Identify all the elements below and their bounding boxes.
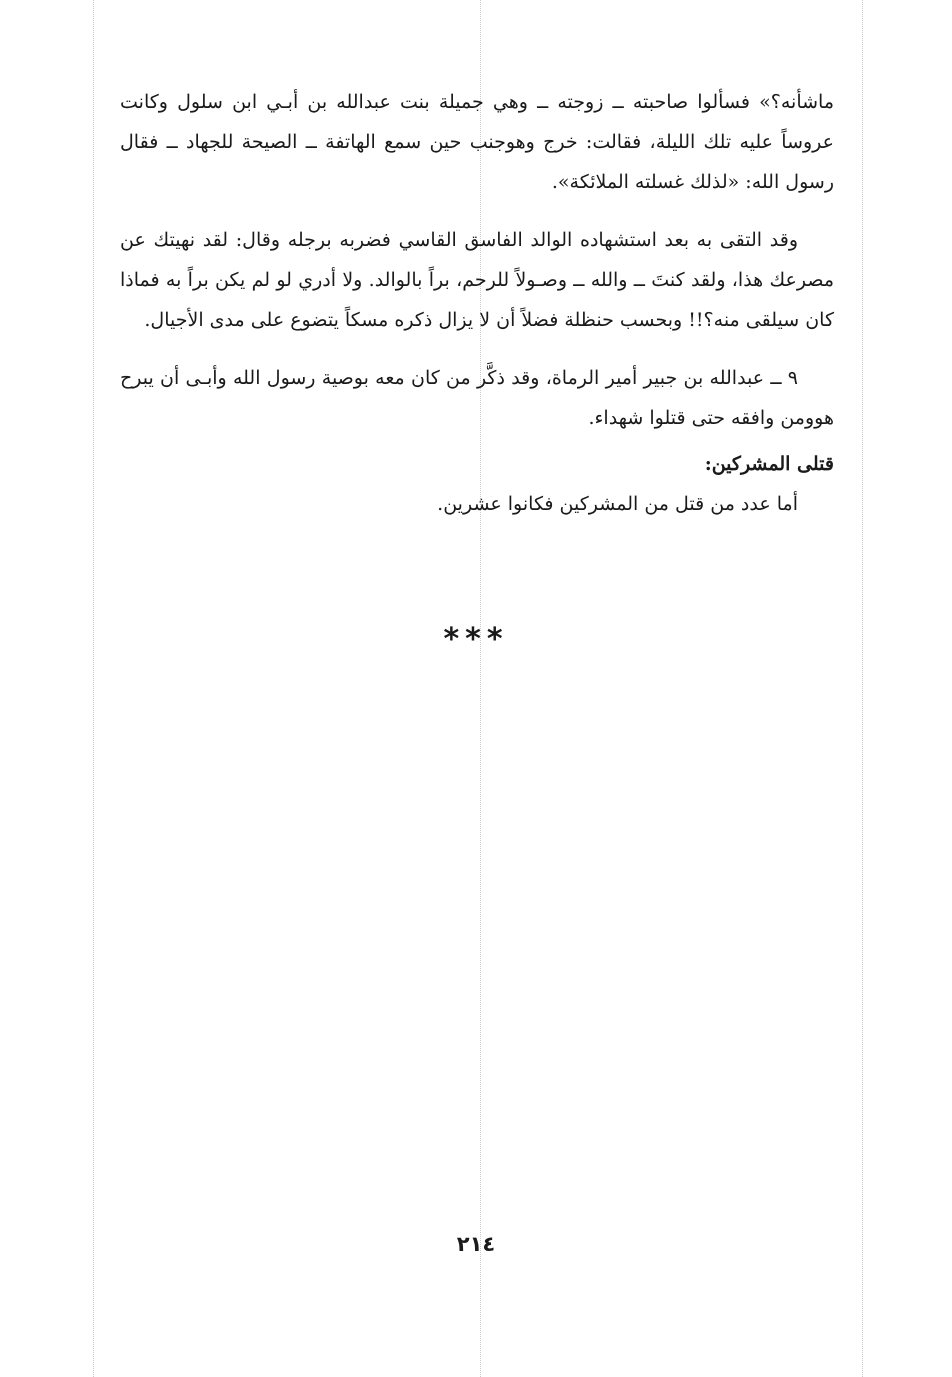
page-body [120, 82, 834, 524]
paragraph-1: ماشأنه؟» فسألوا صاحبته ــ زوجته ــ وهي جميلة بنت عبدالله بن أبـي ابن سلول وكانت عروساً عليه تلك الليلة، فقالت: خرج وهوجنب حين سمع الهاتفة ــ الصيحة للجهاد ــ فقال رسول الله: «لذلك غسلته الملائكة». [120, 91, 834, 193]
section-separator: *** [443, 622, 509, 657]
paragraph-3: ٩ ــ عبدالله بن جبير أمير الرماة، وقد ذكَّر من كان معه بوصية رسول الله وأبـى أن يبرح هوومن وافقه حتى قتلوا شهداء. [120, 367, 834, 429]
page-number: ٢١٤ [456, 1232, 496, 1256]
scan-artifact-line [93, 0, 94, 1377]
paragraph-2: وقد التقى به بعد استشهاده الوالد الفاسق القاسي فضربه برجله وقال: لقد نهيتك عن مصرعك هذا، ولقد كنتَ ــ والله ــ وصـولاً للرحم، براً بالوالد. ولا أدري لو لم يكن براً به فماذا كان سيلقى منه؟!! وبحسب حنظلة فضلاً أن لا يزال ذكره مسكاً يتضوع على مدى الأجيال. [120, 229, 834, 331]
scan-artifact-line [862, 0, 863, 1377]
section-heading: قتلى المشركين: [704, 453, 834, 475]
paragraph-4: أما عدد من قتل من المشركين فكانوا عشرين. [437, 493, 798, 515]
